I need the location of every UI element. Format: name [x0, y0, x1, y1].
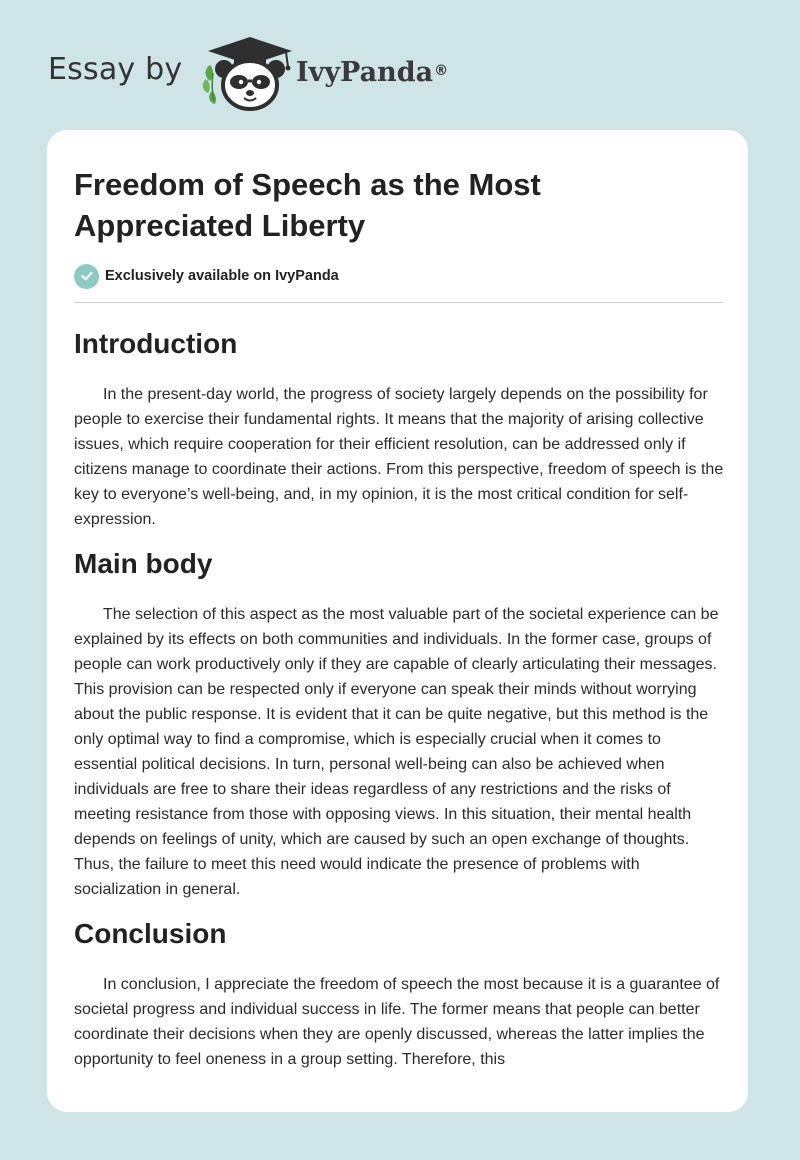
section-heading: Conclusion — [74, 918, 227, 949]
exclusive-badge-label: Exclusively available on IvyPanda — [105, 268, 339, 284]
essay-title: Freedom of Speech as the Most Appreciated Liberty — [74, 167, 541, 243]
section-paragraph: In conclusion, I appreciate the freedom of speech the most because it is a guarantee of societal progress and individual success in life. The former means that people can better coordinate their decisions when they are openly discussed, whereas the latter implies the opportunity to feel oneness in a group setting. Therefore, this — [74, 976, 720, 1068]
essay-body — [74, 326, 724, 1086]
essay-card — [47, 130, 748, 1112]
section-paragraph: The selection of this aspect as the most valuable part of the societal experience can be explained by its effects on both communities and individuals. In the former case, groups of people can work productively only if they are capable of clearly articulating their messages. This provision can be respected only if everyone can speak their minds without worrying about the public response. It is evident that it can be quite negative, but this method is the only optimal way to find a compromise, which is especially crucial when it comes to essential political decisions. In turn, personal well-being can also be achieved when individuals are free to share their ideas regardless of any restrictions and the risks of meeting resistance from those with opposing views. In this situation, their mental health depends on feelings of unity, which are caused by such an open exchange of thoughts. Thus, the failure to meet this need would indicate the presence of problems with socialization in general. — [74, 606, 719, 898]
panda-graduate-icon[interactable] — [200, 35, 296, 111]
check-circle-icon — [74, 264, 99, 289]
section-main-body — [74, 546, 724, 902]
section-introduction — [74, 326, 724, 532]
section-conclusion — [74, 916, 724, 1072]
brand-logo-text[interactable] — [296, 56, 448, 90]
site-header — [0, 0, 800, 120]
section-heading: Main body — [74, 548, 213, 579]
registered-mark: ® — [434, 63, 449, 79]
title-divider — [74, 302, 723, 303]
brand-name: IvyPanda — [296, 57, 434, 88]
exclusive-badge — [74, 263, 339, 289]
section-heading: Introduction — [74, 328, 238, 359]
section-paragraph: In the present-day world, the progress of society largely depends on the possibility for people to exercise their fundamental rights. It means that the majority of arising collective issues, which require cooperation for their efficient resolution, can be addressed only if citizens manage to coordinate their actions. From this perspective, freedom of speech is the key to everyone’s well-being, and, in my opinion, it is the most critical condition for self-expression. — [74, 386, 724, 528]
essay-by-label: Essay by — [48, 52, 183, 87]
